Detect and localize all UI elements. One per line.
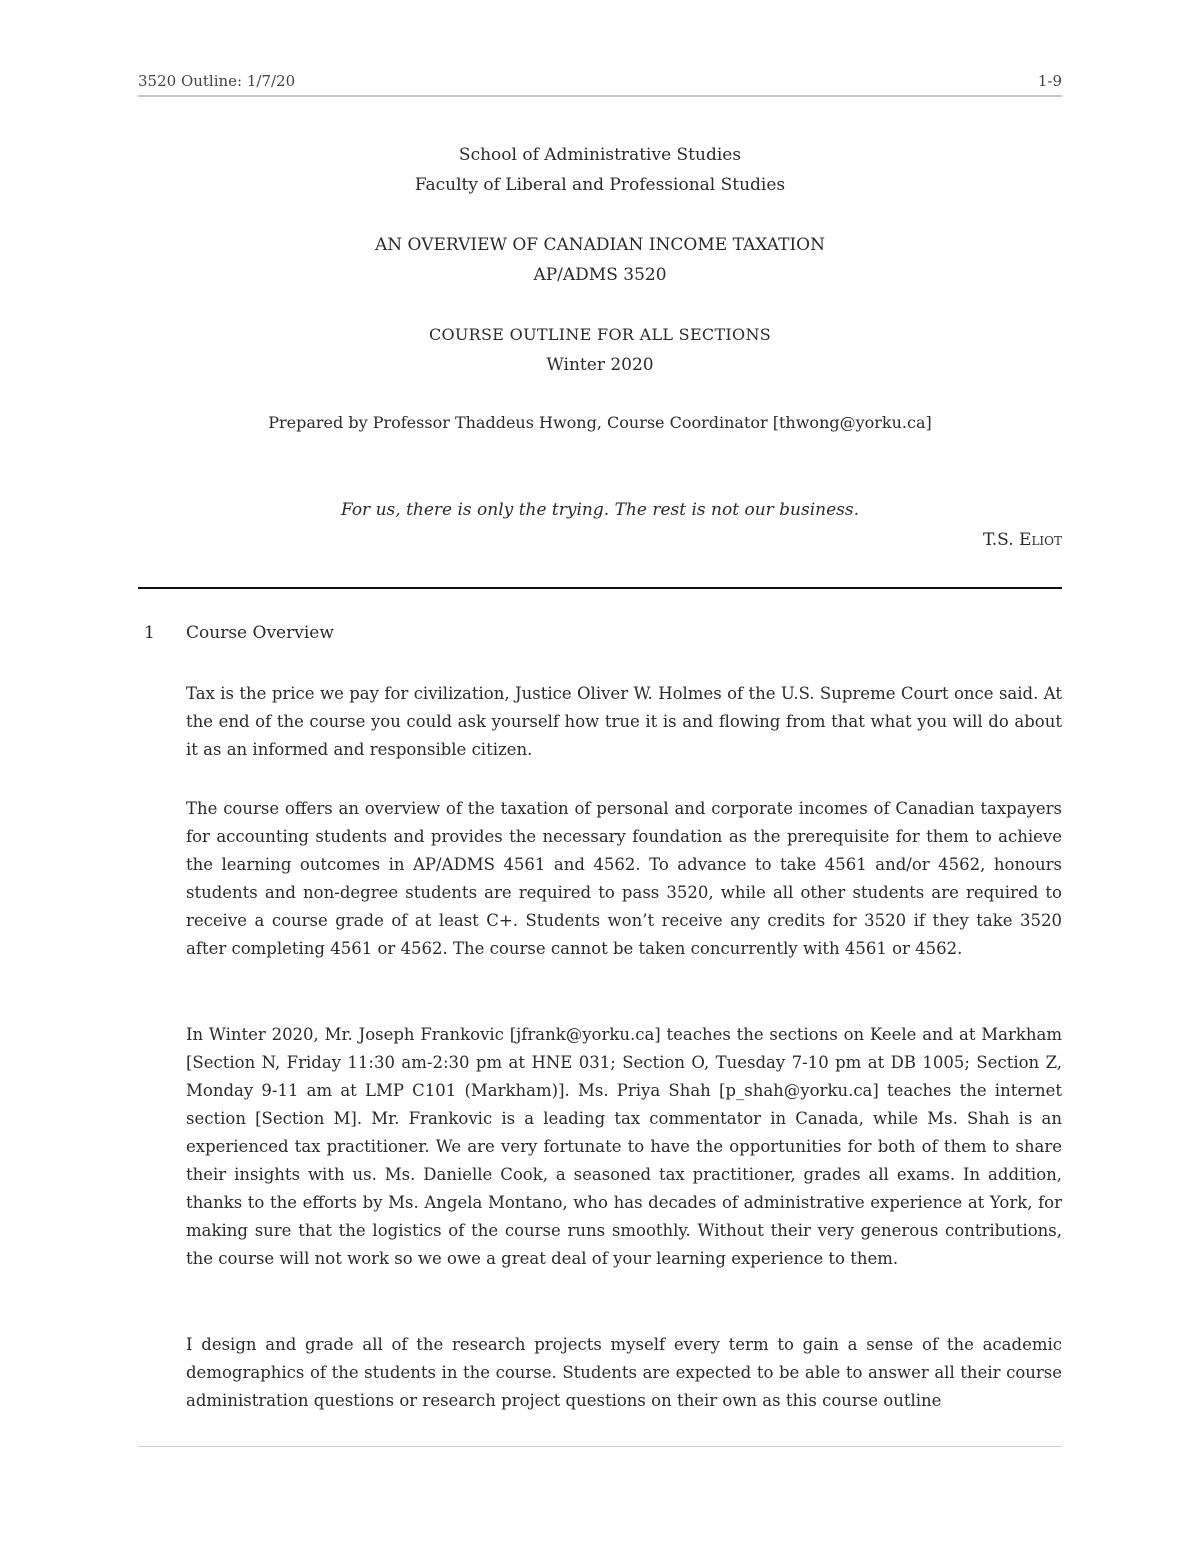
section-divider: [138, 587, 1062, 589]
epigraph-quote: For us, there is only the trying. The rest is not our business.: [340, 500, 860, 520]
school-name: School of Administrative Studies: [458, 145, 742, 165]
paragraph-4: I design and grade all of the research projects myself every term to gain a sense of the academic demographics of the students in the course. Students are expected to be able to answer all their course administration questions or research project questions on their own as this course outline: [186, 1335, 1062, 1410]
header-divider: [138, 95, 1062, 97]
prepared-by: Prepared by Professor Thaddeus Hwong, Course Coordinator [thwong@yorku.ca]: [268, 413, 932, 432]
faculty-name: Faculty of Liberal and Professional Studies: [414, 175, 786, 195]
paragraph-3: In Winter 2020, Mr. Joseph Frankovic [jfrank@yorku.ca] teaches the sections on Keele and at Markham [Section N, Friday 11:30 am-2:30 pm at HNE 031; Section O, Tuesday 7-10 pm at DB 1005; Section Z, Monday 9-11 am at LMP C101 (Markham)]. Ms. Priya Shah [p_shah@yorku.ca] teaches the internet section [Section M]. Mr. Frankovic is a leading tax commentator in Canada, while Ms. Shah is an experienced tax practitioner. We are very fortunate to have the opportunities for both of them to share their insights with us. Ms. Danielle Cook, a seasoned tax practitioner, grades all exams. In addition, thanks to the efforts by Ms. Angela Montano, who has decades of administrative experience at York, for making sure that the logistics of the course runs smoothly. Without their very generous contributions, the course will not work so we owe a great deal of your learning experience to them.: [186, 1025, 1062, 1268]
epigraph-author: T.S. Eliot: [982, 530, 1062, 550]
paragraph-1: Tax is the price we pay for civilization, Justice Oliver W. Holmes of the U.S. Supreme Court once said. At the end of the course you could ask yourself how true it is and flowing from that what you will do about it as an informed and responsible citizen.: [186, 684, 1062, 759]
term: Winter 2020: [546, 355, 654, 375]
section-number: 1: [144, 623, 155, 643]
course-title: AN OVERVIEW OF CANADIAN INCOME TAXATION: [375, 235, 825, 255]
header-page-number: 1-9: [1037, 72, 1062, 90]
footer-divider: [138, 1446, 1062, 1447]
course-code: AP/ADMS 3520: [533, 265, 667, 285]
page-header: [138, 72, 1062, 94]
outline-label: COURSE OUTLINE FOR ALL SECTIONS: [428, 325, 772, 344]
section-title: Course Overview: [186, 623, 334, 643]
paragraph-2: The course offers an overview of the taxation of personal and corporate incomes of Canadian taxpayers for accounting students and provides the necessary foundation as the prerequisite for them to achieve the learning outcomes in AP/ADMS 4561 and 4562. To advance to take 4561 and/or 4562, honours students and non-degree students are required to pass 3520, while all other students are required to receive a course grade of at least C+. Students won’t receive any credits for 3520 if they take 3520 after completing 4561 or 4562. The course cannot be taken concurrently with 4561 or 4562.: [186, 799, 1062, 958]
header-outline-date: 3520 Outline: 1/7/20: [138, 72, 296, 90]
